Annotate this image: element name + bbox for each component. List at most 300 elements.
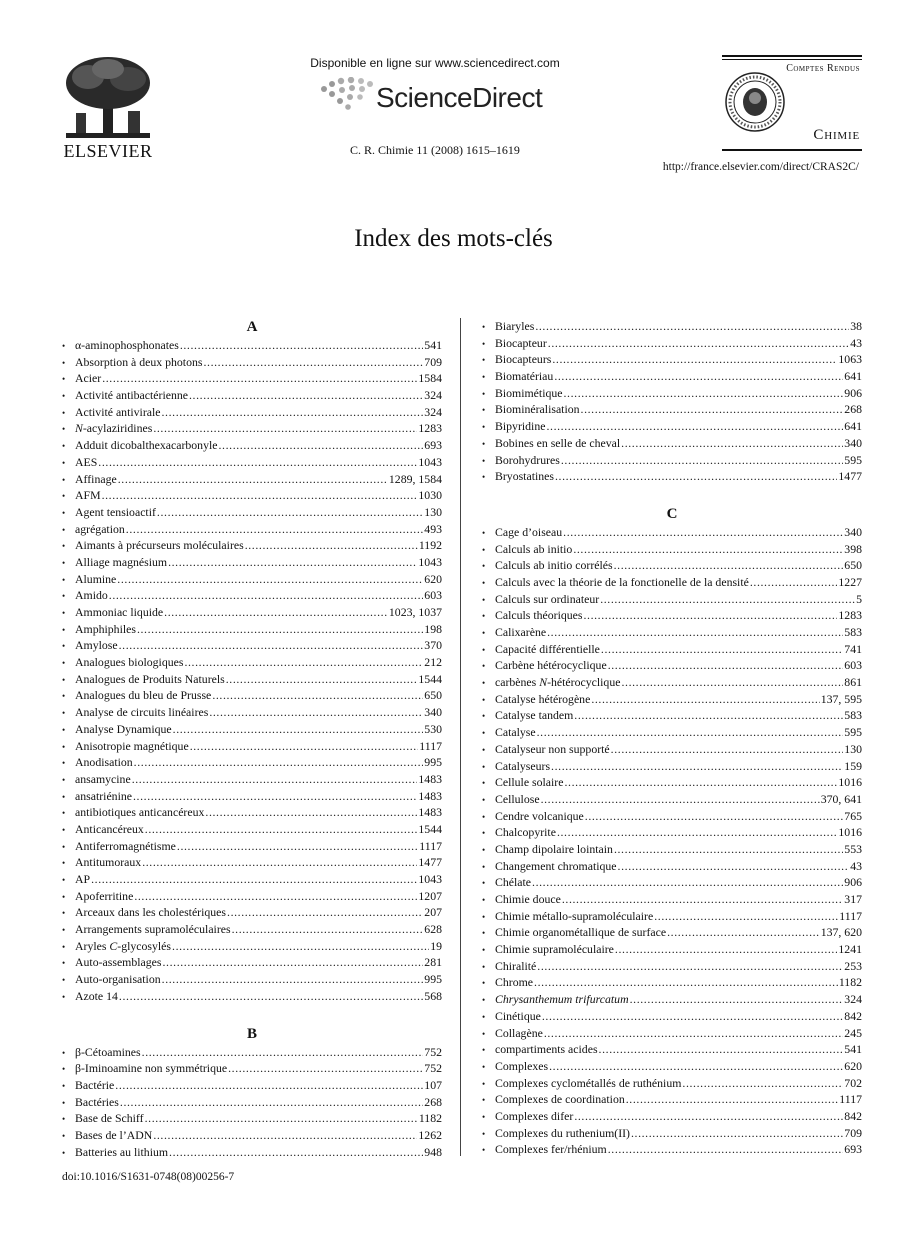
keyword-term: Adduit dicobalthexacarbonyle [75, 438, 218, 453]
keyword-term: N-acylaziridines [75, 421, 153, 436]
page-number: 19 [430, 938, 442, 953]
keyword-entry [62, 437, 442, 454]
dot-leader [614, 557, 844, 574]
keyword-term: ansatriénine [75, 788, 132, 803]
dot-leader [667, 924, 820, 941]
bullet-icon: • [482, 794, 486, 805]
keyword-entry [62, 788, 442, 805]
keyword-entry [482, 1008, 862, 1025]
bullet-icon: • [482, 961, 486, 972]
bullet-icon: • [62, 1064, 66, 1075]
keyword-term: Aryles C-glycosylés [75, 938, 172, 953]
keyword-entry [62, 471, 442, 488]
dot-leader [591, 691, 819, 708]
dot-leader [537, 724, 844, 741]
dot-leader [91, 871, 417, 888]
keyword-entry [62, 754, 442, 771]
dot-leader [608, 657, 844, 674]
keyword-entry [62, 704, 442, 721]
keyword-entry [482, 401, 862, 418]
page-number: 1544 [418, 821, 442, 836]
page-number: 398 [844, 541, 862, 556]
bullet-icon: • [482, 338, 486, 349]
keyword-term: Alumine [75, 571, 117, 586]
dot-leader [132, 771, 418, 788]
dot-leader [562, 891, 843, 908]
keyword-entry [62, 337, 442, 354]
keyword-term: Bactérie [75, 1077, 115, 1092]
bullet-icon: • [482, 878, 486, 889]
page-number: 207 [424, 905, 442, 920]
keyword-term: Absorption à deux photons [75, 354, 203, 369]
dot-leader [614, 841, 843, 858]
bullet-icon: • [62, 391, 66, 402]
bullet-icon: • [62, 524, 66, 535]
page-number: 340 [424, 705, 442, 720]
bullet-icon: • [62, 1114, 66, 1125]
keyword-term: Catalyseurs [495, 758, 551, 773]
academy-seal-icon [724, 71, 786, 133]
dot-leader [184, 654, 423, 671]
bullet-icon: • [62, 925, 66, 936]
keyword-term: Auto-assemblages [75, 955, 162, 970]
bullet-icon: • [482, 527, 486, 538]
dot-leader [109, 587, 424, 604]
keyword-entry [482, 858, 862, 875]
keyword-entry [62, 487, 442, 504]
dot-leader [561, 452, 843, 469]
keyword-entry [62, 721, 442, 738]
bullet-icon: • [482, 678, 486, 689]
keyword-entry [482, 541, 862, 558]
keyword-entry [62, 637, 442, 654]
keyword-entry [482, 468, 862, 485]
keyword-entry [62, 854, 442, 871]
bullet-icon: • [62, 841, 66, 852]
page-number: 1063 [838, 352, 862, 367]
dot-leader [599, 1041, 844, 1058]
page-number: 198 [424, 621, 442, 636]
dot-leader [541, 791, 820, 808]
bullet-icon: • [482, 405, 486, 416]
keyword-entry [62, 871, 442, 888]
keyword-term: Calculs sur ordinateur [495, 591, 600, 606]
keyword-term: Capacité différentielle [495, 641, 600, 656]
bullet-icon: • [482, 611, 486, 622]
keyword-entry [62, 804, 442, 821]
dot-leader [232, 921, 424, 938]
keyword-entry [482, 607, 862, 624]
keyword-term: Catalyse tandem [495, 708, 574, 723]
keyword-entry [62, 420, 442, 437]
keyword-term: Biomimétique [495, 385, 563, 400]
dot-leader [548, 335, 849, 352]
page-number: 1192 [418, 538, 442, 553]
page-number: 641 [844, 419, 862, 434]
bullet-icon: • [62, 658, 66, 669]
page-number: 541 [844, 1042, 862, 1057]
keyword-term: Amylose [75, 638, 118, 653]
keyword-entry [482, 891, 862, 908]
keyword-entry [62, 971, 442, 988]
journal-reference: C. R. Chimie 11 (2008) 1615–1619 [350, 143, 520, 157]
keyword-term: Batteries au lithium [75, 1144, 169, 1159]
keyword-entry [62, 1094, 442, 1111]
keyword-term: Base de Schiff [75, 1111, 144, 1126]
keyword-entry [482, 385, 862, 402]
keyword-entry [482, 791, 862, 808]
dot-leader [618, 858, 850, 875]
dot-leader [102, 487, 418, 504]
page-number: 253 [844, 958, 862, 973]
keyword-entry [62, 1044, 442, 1061]
bullet-icon: • [62, 608, 66, 618]
page-number: 130 [424, 504, 442, 519]
bullet-icon: • [482, 761, 486, 772]
bullet-icon: • [62, 1147, 66, 1158]
keyword-entry [482, 1091, 862, 1108]
keyword-entry [482, 1025, 862, 1042]
keyword-entry [62, 888, 442, 905]
keyword-term: β-Iminoamine non symmétrique [75, 1061, 228, 1076]
bullet-icon: • [62, 691, 66, 702]
page-number: 1241 [838, 942, 862, 957]
keyword-term: Bactéries [75, 1094, 119, 1109]
bullet-icon: • [62, 407, 66, 418]
bullet-icon: • [62, 958, 66, 969]
dot-leader [585, 808, 844, 825]
bullet-icon: • [482, 1011, 486, 1022]
bullet-icon: • [482, 1128, 486, 1139]
page-number: 842 [844, 1008, 862, 1023]
dot-leader [546, 418, 843, 435]
keyword-term: Cellulose [495, 791, 540, 806]
chimie-title: Chimie [813, 127, 860, 143]
bullet-icon: • [482, 472, 486, 483]
dot-leader [535, 318, 849, 335]
dot-leader [226, 671, 418, 688]
keyword-entry [482, 435, 862, 452]
keyword-term: β-Cétoamines [75, 1044, 141, 1059]
bullet-icon: • [62, 591, 66, 602]
bullet-icon: • [62, 441, 66, 452]
dot-leader [601, 641, 843, 658]
page-number: 1117 [419, 838, 442, 853]
page-number: 650 [424, 688, 442, 703]
page-number: 1477 [418, 855, 442, 870]
bullet-icon: • [482, 388, 486, 399]
keyword-term: Calculs avec la théorie de la fonctionelle de la densité [495, 574, 749, 589]
bullet-icon: • [482, 1145, 486, 1156]
keyword-entry [62, 404, 442, 421]
page-number: 1117 [419, 738, 442, 753]
dot-leader [654, 908, 838, 925]
bullet-icon: • [62, 341, 66, 351]
bullet-icon: • [482, 577, 486, 588]
keyword-term: Aimants à précurseurs moléculaires [75, 538, 244, 553]
dot-leader [228, 1060, 423, 1077]
keyword-entry [62, 687, 442, 704]
page-number: 370 [424, 638, 442, 653]
dot-leader [532, 874, 843, 891]
dot-leader [157, 504, 423, 521]
bullet-icon: • [482, 544, 486, 555]
page-number: 861 [844, 675, 862, 690]
comptes-rendus-title: Comptes Rendus [786, 63, 860, 74]
dot-leader [117, 571, 423, 588]
dot-leader [190, 738, 419, 755]
keyword-entry [482, 674, 862, 691]
logo-rule [722, 55, 862, 57]
bullet-icon: • [62, 507, 66, 518]
keyword-entry [482, 418, 862, 435]
dot-leader [621, 435, 843, 452]
dot-leader [549, 1058, 843, 1075]
dot-leader [209, 704, 423, 721]
page-number: 370, 641 [820, 791, 862, 806]
keyword-entry [482, 924, 862, 941]
sciencedirect-dots-icon [318, 77, 380, 113]
keyword-term: Auto-organisation [75, 972, 161, 987]
dot-leader [554, 368, 843, 385]
bullet-icon: • [482, 811, 486, 822]
dot-leader [164, 604, 388, 621]
keyword-entry [482, 1141, 862, 1158]
keyword-term: Complexes cyclométallés de ruthénium [495, 1075, 682, 1090]
keyword-entry [482, 1041, 862, 1058]
page-number: 1016 [838, 825, 862, 840]
keyword-term: Azote 14 [75, 988, 118, 1003]
page-number: 530 [424, 721, 442, 736]
dot-leader [163, 954, 424, 971]
dot-leader [115, 1077, 423, 1094]
dot-leader [574, 1108, 843, 1125]
bullet-icon: • [482, 928, 486, 939]
keyword-term: Catalyse hétérogène [495, 691, 591, 706]
page-number: 324 [844, 992, 862, 1007]
dot-leader [126, 521, 424, 538]
page-number: 38 [850, 319, 862, 333]
keyword-list [62, 1044, 442, 1161]
keyword-term: Anticancéreux [75, 821, 144, 836]
keyword-term: Calculs théoriques [495, 608, 583, 623]
dot-leader [552, 351, 837, 368]
page-number: 641 [844, 369, 862, 384]
bullet-icon: • [62, 991, 66, 1002]
bullet-icon: • [62, 824, 66, 835]
page-number: 541 [424, 338, 442, 352]
bullet-icon: • [482, 322, 486, 332]
dot-leader [615, 941, 837, 958]
keyword-term: Catalyseur non supporté [495, 741, 610, 756]
page-number: 765 [844, 808, 862, 823]
dot-leader [574, 707, 843, 724]
bullet-icon: • [482, 828, 486, 839]
page-number: 1182 [838, 975, 862, 990]
bullet-icon: • [482, 778, 486, 789]
page-number: 107 [424, 1077, 442, 1092]
keyword-term: AFM [75, 488, 101, 503]
keyword-entry [62, 904, 442, 921]
keyword-entry [62, 537, 442, 554]
page-number: 1283 [838, 608, 862, 623]
bullet-icon: • [482, 1028, 486, 1039]
bullet-icon: • [482, 744, 486, 755]
page-number: 1262 [418, 1127, 442, 1142]
page-number: 1043 [418, 454, 442, 469]
sciencedirect-wordmark: ScienceDirect [376, 82, 543, 113]
page-number: 493 [424, 521, 442, 536]
keyword-term: Chalcopyrite [495, 825, 556, 840]
keyword-term: Calculs ab initio corrélés [495, 558, 613, 573]
bullet-icon: • [62, 774, 66, 785]
bullet-icon: • [62, 758, 66, 769]
bullet-icon: • [62, 708, 66, 719]
bullet-icon: • [62, 1080, 66, 1091]
bullet-icon: • [482, 1111, 486, 1122]
keyword-term: Chimie métallo-supramoléculaire [495, 908, 654, 923]
keyword-term: Apoferritine [75, 888, 134, 903]
keyword-term: Calixarène [495, 625, 547, 639]
keyword-entry [482, 557, 862, 574]
bullet-icon: • [482, 372, 486, 383]
keyword-entry [62, 1077, 442, 1094]
dot-leader [142, 1044, 424, 1061]
bullet-icon: • [62, 891, 66, 902]
keyword-term: Analyse Dynamique [75, 721, 172, 736]
dot-leader [168, 554, 417, 571]
bullet-icon: • [482, 455, 486, 466]
keyword-term: Complexes de coordination [495, 1092, 625, 1107]
keyword-term: Affinage [75, 471, 117, 486]
dot-leader [600, 591, 855, 608]
dot-leader [227, 904, 423, 921]
available-online-text: Disponible en ligne sur www.sciencedirect.com [310, 56, 560, 70]
bullet-icon: • [62, 1130, 66, 1141]
logo-rule [722, 59, 862, 60]
dot-leader [180, 337, 423, 354]
bullet-icon: • [482, 594, 486, 605]
bullet-icon: • [62, 674, 66, 685]
dot-leader [608, 1141, 844, 1158]
dot-leader [142, 854, 417, 871]
page-number: 620 [844, 1058, 862, 1073]
page-number: 906 [844, 385, 862, 400]
bullet-icon: • [62, 457, 66, 468]
bullet-icon: • [62, 791, 66, 802]
dot-leader [169, 1144, 423, 1161]
keyword-term: Calculs ab initio [495, 541, 573, 556]
keyword-entry [62, 771, 442, 788]
keyword-entry [482, 808, 862, 825]
bullet-icon: • [62, 624, 66, 635]
page-number: 595 [844, 452, 862, 467]
keyword-entry [62, 1060, 442, 1077]
keyword-term: Complexes du ruthenium(II) [495, 1125, 630, 1140]
dot-leader [173, 721, 424, 738]
keyword-term: Bipyridine [495, 419, 546, 434]
keyword-entry [482, 368, 862, 385]
bullet-icon: • [482, 728, 486, 739]
dot-leader [682, 1075, 843, 1092]
page-number: 137, 595 [820, 691, 862, 706]
page-number: 693 [424, 438, 442, 453]
page-number: 1182 [418, 1111, 442, 1126]
keyword-entry [482, 335, 862, 352]
index-column-left [62, 318, 442, 1160]
page-number: 620 [424, 571, 442, 586]
dot-leader [551, 758, 843, 775]
keyword-entry [62, 671, 442, 688]
dot-leader [162, 404, 424, 421]
keyword-entry [482, 758, 862, 775]
bullet-icon: • [62, 941, 66, 952]
keyword-entry [482, 724, 862, 741]
page-number: 693 [844, 1142, 862, 1157]
keyword-term: Cage d’oiseau [495, 524, 563, 539]
keyword-term: Bryostatines [495, 469, 554, 484]
section-letter: A [246, 319, 258, 335]
section-letter: B [246, 1025, 257, 1042]
keyword-term: Acier [75, 371, 102, 386]
dot-leader [212, 687, 423, 704]
page-number: 1043 [418, 554, 442, 569]
keyword-entry [62, 454, 442, 471]
page-number: 1227 [838, 574, 862, 589]
page-number: 1483 [418, 771, 442, 786]
dot-leader [621, 674, 843, 691]
keyword-term: Chélate [495, 875, 532, 890]
dot-leader [189, 387, 423, 404]
keyword-term: Chimie supramoléculaire [495, 942, 614, 957]
journal-url-link[interactable]: http://france.elsevier.com/direct/CRAS2C/ [662, 161, 859, 173]
keyword-term: Carbène hétérocyclique [495, 658, 607, 673]
dot-leader [102, 370, 417, 387]
keyword-term: Biominéralisation [495, 402, 580, 417]
keyword-term: Biaryles [495, 319, 535, 333]
keyword-entry [62, 654, 442, 671]
bullet-icon: • [482, 694, 486, 705]
dot-leader [245, 537, 418, 554]
keyword-entry [62, 387, 442, 404]
keyword-term: Ammoniac liquide [75, 605, 164, 619]
keyword-entry [482, 908, 862, 925]
keyword-entry [62, 1144, 442, 1161]
keyword-term: Cendre volcanique [495, 808, 584, 823]
page-number: 1030 [418, 488, 442, 503]
keyword-entry [482, 624, 862, 641]
dot-leader [134, 754, 424, 771]
bullet-icon: • [62, 1097, 66, 1108]
keyword-term: Borohydrures [495, 452, 560, 467]
bullet-icon: • [62, 724, 66, 735]
dot-leader [563, 524, 843, 541]
keyword-entry [482, 351, 862, 368]
keyword-term: Activité antivirale [75, 404, 161, 419]
bullet-icon: • [482, 911, 486, 922]
keyword-term: compartiments acides [495, 1042, 598, 1057]
dot-leader [145, 821, 418, 838]
bullet-icon: • [482, 995, 486, 1006]
page-number: 1477 [838, 469, 862, 484]
page-number: 603 [424, 588, 442, 603]
bullet-icon: • [482, 644, 486, 655]
keyword-list [482, 318, 862, 485]
keyword-entry [482, 691, 862, 708]
keyword-entry [482, 824, 862, 841]
bullet-icon: • [482, 945, 486, 956]
page-number: 1289, 1584 [388, 471, 442, 486]
